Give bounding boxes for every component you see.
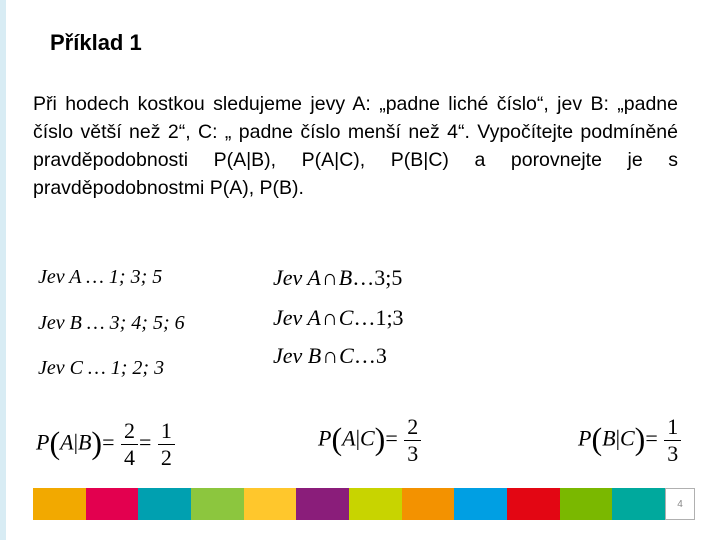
footer-color-segment — [138, 488, 191, 520]
formula-p: P — [318, 425, 332, 451]
footer-color-segment — [244, 488, 297, 520]
formula-cond: C — [619, 425, 635, 451]
formula-p: P — [578, 425, 592, 451]
intersection-label: Jev — [273, 343, 303, 368]
fraction: $\frac{2}{4}$ — [121, 418, 138, 471]
footer-color-segment — [349, 488, 402, 520]
left-accent-bar — [0, 0, 6, 540]
intersection-label: Jev — [273, 265, 303, 290]
intersection-ac — [273, 305, 404, 331]
formula-cond: C — [359, 425, 375, 451]
intersection-icon: ∩ — [321, 305, 338, 330]
formula-cond: B — [77, 429, 92, 455]
fraction: $\frac{2}{3}$ — [404, 414, 421, 467]
intersection-bc — [273, 343, 387, 369]
footer-color-segment — [191, 488, 244, 520]
slide-title: Příklad 1 — [50, 30, 142, 55]
page-number: 4 — [665, 488, 695, 520]
footer-color-segment — [86, 488, 139, 520]
problem-text: Při hodech kostkou sledujeme jevy A: „padne liché číslo“, jev B: „padne číslo větší než 2“, C: „ padne číslo menší než 4“. Vypočítejte podmíněné pravděpodobnosti P(A|B), P(A|C), P(B|C) a porovnejte je s pravděpodobnostmi P(A), P(B). — [33, 93, 678, 199]
event-b: Jev B … 3; 4; 5; 6 — [38, 312, 185, 334]
intersection-label: Jev — [273, 305, 303, 330]
footer-color-segment — [296, 488, 349, 520]
footer-color-segment — [507, 488, 560, 520]
event-c: Jev C … 1; 2; 3 — [38, 357, 165, 379]
footer-color-segment — [33, 488, 86, 520]
intersection-values: …1;3 — [353, 305, 404, 330]
intersection-left: B — [307, 343, 322, 368]
intersection-icon: ∩ — [321, 265, 338, 290]
formula-p: P — [36, 429, 50, 455]
intersection-icon: ∩ — [322, 343, 339, 368]
intersection-ab — [273, 265, 402, 291]
intersection-left: A — [307, 305, 321, 330]
footer-color-strip — [33, 488, 665, 520]
formula-event: A — [60, 429, 74, 455]
intersection-right: C — [338, 305, 354, 330]
intersection-values: …3;5 — [352, 265, 403, 290]
intersection-right: C — [339, 343, 354, 368]
formula-p-a-given-c: P(A|C)= $\frac{2}{3}$ — [318, 414, 422, 467]
intersection-right: B — [338, 265, 353, 290]
fraction: $\frac{1}{2}$ — [158, 418, 175, 471]
footer-color-segment — [560, 488, 613, 520]
footer-color-segment — [612, 488, 665, 520]
footer-color-segment — [454, 488, 507, 520]
intersection-left: A — [307, 265, 321, 290]
formula-p-b-given-c: P(B|C)= $\frac{1}{3}$ — [578, 414, 682, 467]
event-a: Jev A … 1; 3; 5 — [38, 266, 163, 288]
fraction: $\frac{1}{3}$ — [664, 414, 681, 467]
formula-event: B — [602, 425, 616, 451]
intersection-values: …3 — [353, 343, 387, 368]
formula-p-a-given-b: P(A|B)= $\frac{2}{4}$ = $\frac{1}{2}$ — [36, 418, 176, 471]
footer-color-segment — [402, 488, 455, 520]
formula-event: A — [342, 425, 356, 451]
